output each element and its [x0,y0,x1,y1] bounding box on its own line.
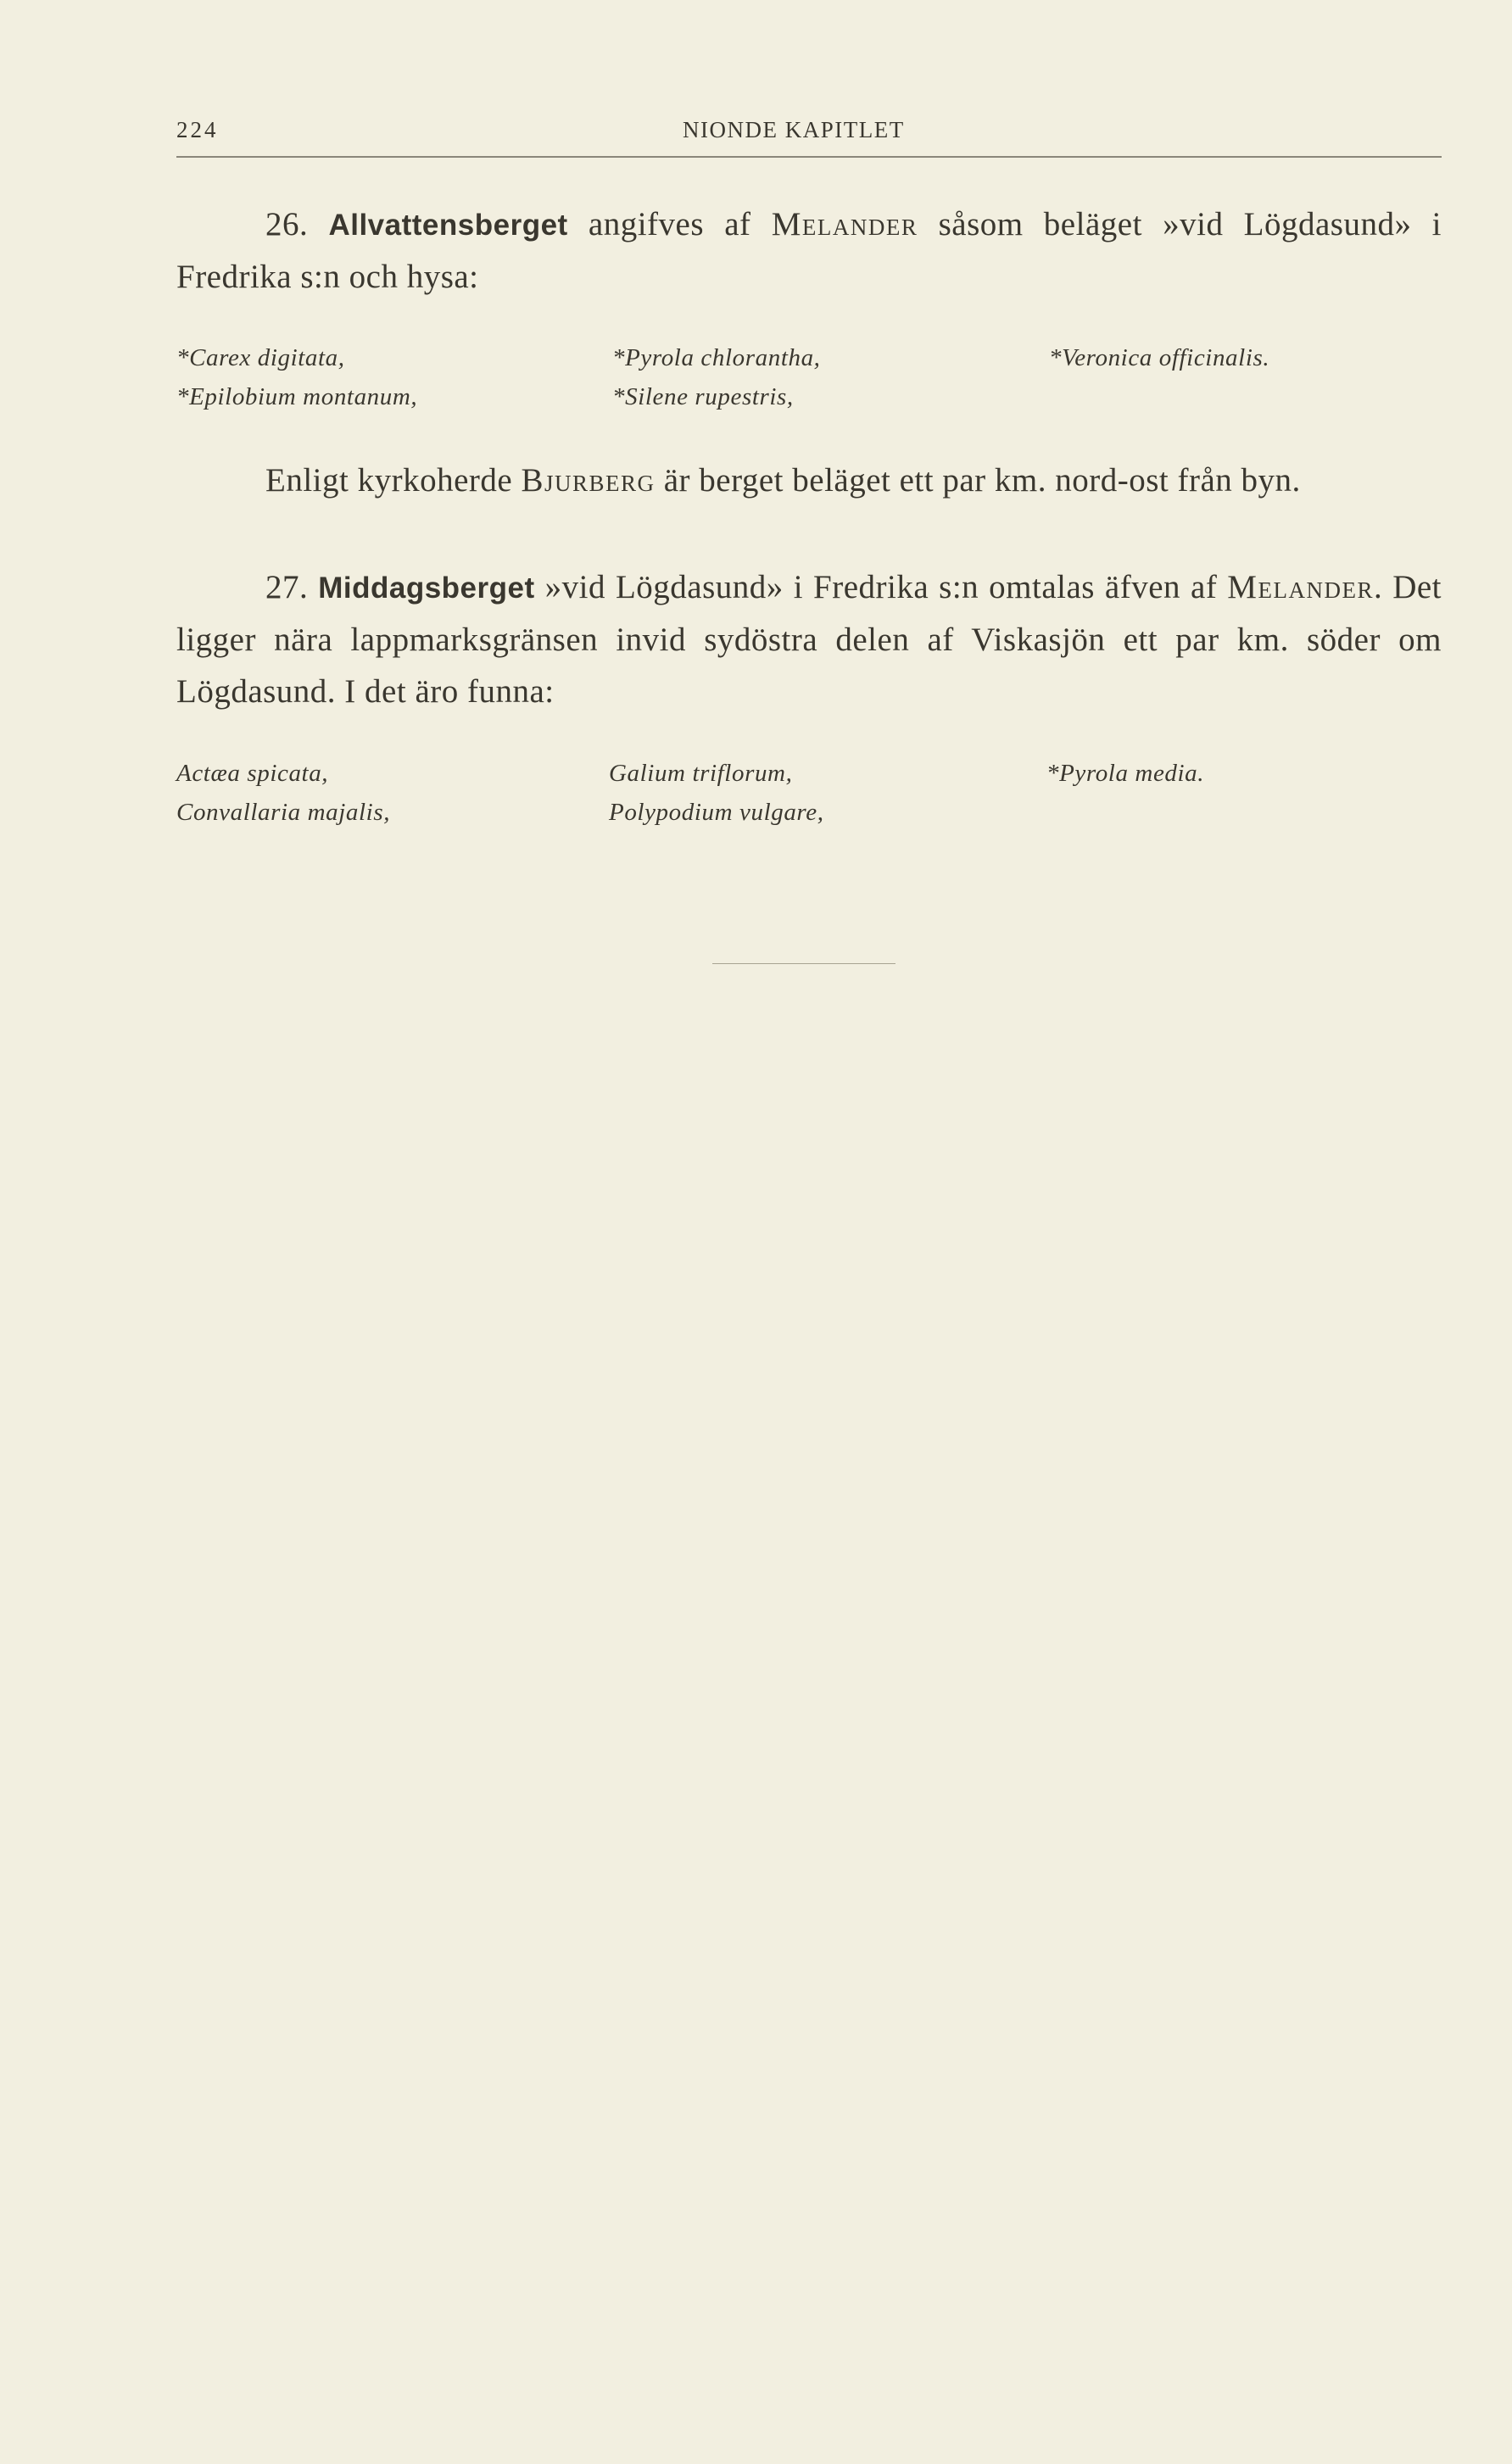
paragraph-text: är berget beläget ett par km. nord-ost från byn. [655,462,1301,499]
species-item: Actæa spicata, [176,760,329,787]
paragraph-text: såsom beläget »vid Lögdasund» i Fredrika s:n och hysa: [176,206,1442,295]
species-item: *Pyrola media. [1046,760,1205,787]
species-item: *Veronica officinalis. [1049,344,1270,371]
running-header [176,117,1442,154]
section-number: 26. [265,206,309,242]
author-name: Melander [771,206,918,242]
author-name: Melander [1227,569,1374,605]
paragraph-text: . Det ligger nära lappmarksgränsen invid sydöstra delen af Viskasjön ett par km. söder om Lögdasund. I det äro funna: [176,569,1442,710]
locality-name: Middagsberget [318,571,535,605]
paragraph-enligt [176,454,1442,506]
section-number: 27. [265,569,309,605]
header-rule [176,156,1442,158]
paragraph-text: »vid Lögdasund» i Fredrika s:n omtalas äfven af [534,569,1228,605]
species-item: *Epilobium montanum, [176,383,418,410]
species-item: Galium triflorum, [609,760,793,787]
section-end-rule [712,963,895,964]
species-item: *Silene rupestris, [612,383,794,410]
species-item: Polypodium vulgare, [609,799,824,826]
paragraph-section-27 [176,561,1442,717]
paragraph-text: Enligt kyrkoherde [265,462,522,499]
person-name: Bjurberg [521,462,656,499]
species-item: *Pyrola chlorantha, [612,344,821,371]
paragraph-text: angifves af [567,206,772,242]
species-item: Convallaria majalis, [176,799,391,826]
page-number: 224 [176,117,219,142]
species-item: *Carex digitata, [176,344,345,371]
locality-name: Allvattensberget [328,209,568,242]
running-title: NIONDE KAPITLET [683,117,905,142]
paragraph-section-26 [176,198,1442,303]
